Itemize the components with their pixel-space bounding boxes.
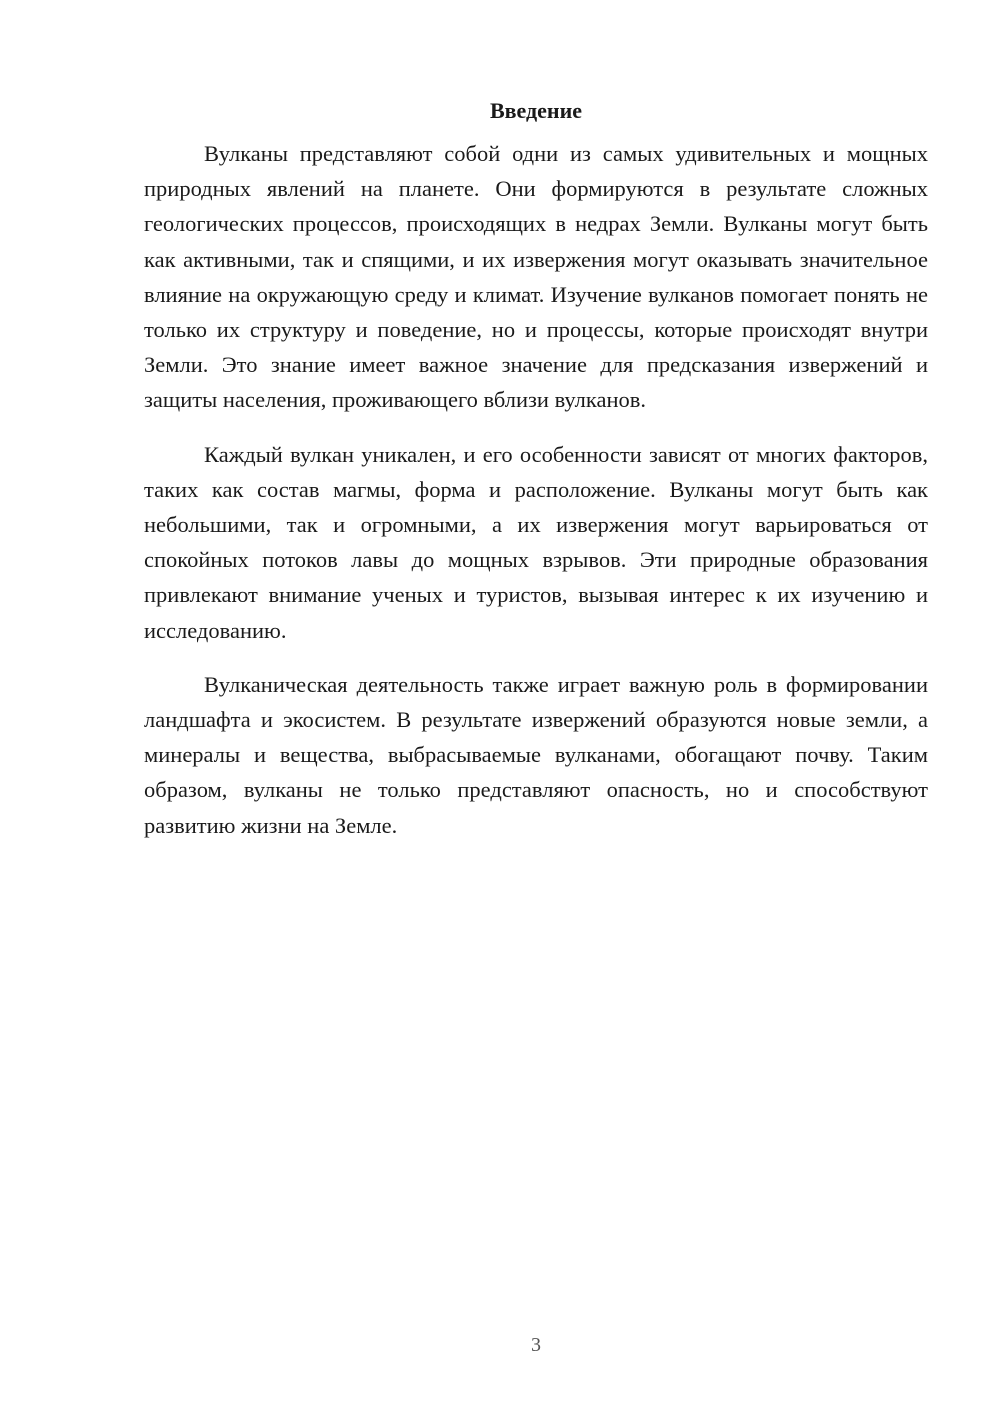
paragraph-2: Каждый вулкан уникален, и его особенности зависят от многих факторов, таких как состав магмы, форма и расположение. Вулканы могут быть как небольшими, так и огромными, а их извержения могут варьироваться от спокойных потоков лавы до мощных взрывов. Эти природные образования привлекают внимание ученых и туристов, вызывая интерес к их изучению и исследованию.: [144, 441, 928, 643]
page-content: [144, 96, 928, 862]
page-number: 3: [531, 1334, 541, 1356]
section-heading: Введение: [489, 98, 583, 123]
paragraph-1: Вулканы представляют собой одни из самых удивительных и мощных природных явлений на планете. Они формируются в результате сложных геологических процессов, происходящих в недрах Земли. Вулканы могут быть как активными, так и спящими, и их извержения могут оказывать значительное влияние на окружающую среду и климат. Изучение вулканов помогает понять не только их структуру и поведение, но и процессы, которые происходят внутри Земли. Это знание имеет важное значение для предсказания извержений и защиты населения, проживающего вблизи вулканов.: [144, 141, 928, 413]
paragraph-3: Вулканическая деятельность также играет важную роль в формировании ландшафта и экосистем. В результате извержений образуются новые земли, а минералы и вещества, выбрасываемые вулканами, обогащают почву. Таким образом, вулканы не только представляют опасность, но и способствуют развитию жизни на Земле.: [144, 671, 928, 838]
